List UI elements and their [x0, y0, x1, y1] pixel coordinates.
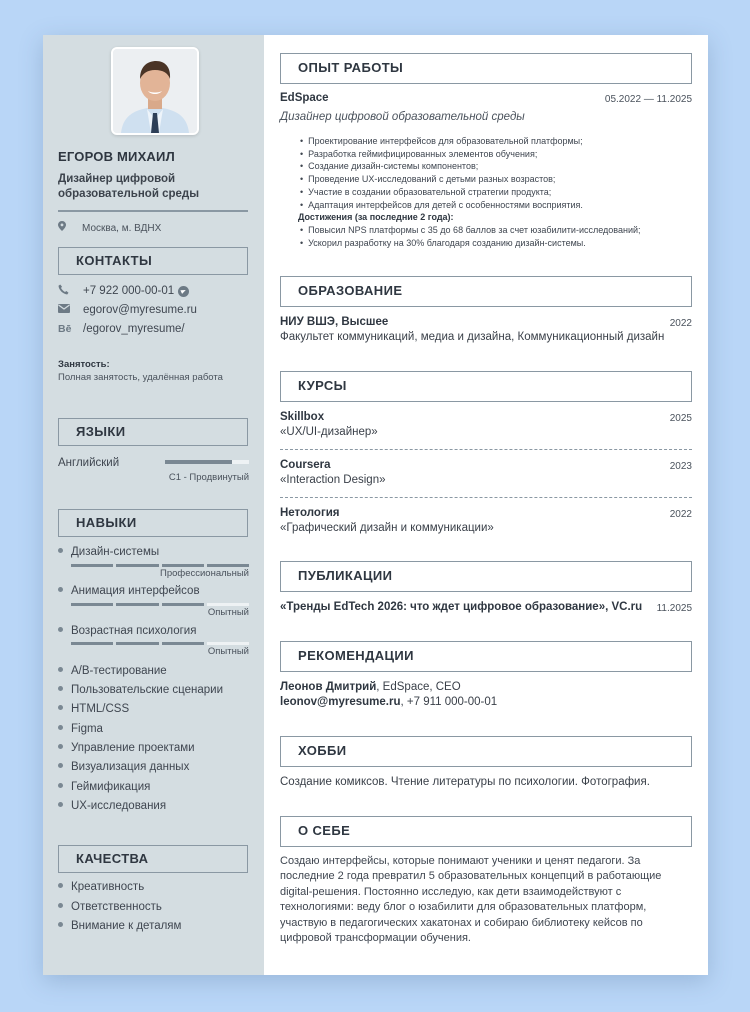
skill-level-segment: [116, 603, 158, 606]
skill-level-bar: [71, 642, 249, 645]
skill-item: Геймификация: [58, 781, 150, 793]
skill-level-segment: [116, 642, 158, 645]
quality-item: Ответственность: [58, 901, 162, 913]
recommender-company: , EdSpace, CEO: [376, 681, 461, 693]
skill-level-segment: [162, 564, 204, 567]
hobbies-heading: ХОББИ: [280, 736, 692, 767]
skill-item: Анимация интерфейсов: [58, 585, 200, 597]
telegram-icon[interactable]: [178, 286, 189, 297]
skill-level-segment: [116, 564, 158, 567]
profile-photo: [111, 47, 199, 135]
candidate-name: ЕГОРОВ МИХАИЛ: [58, 149, 175, 164]
course-provider: Skillbox: [280, 411, 325, 423]
recommender-name: Леонов Дмитрий: [280, 681, 377, 693]
location-pin-icon: [58, 221, 82, 234]
duty-item: • Разработка геймифицированных элементов обучения;: [300, 148, 690, 161]
experience-role: Дизайнер цифровой образовательной среды: [280, 111, 525, 123]
sidebar: [43, 35, 264, 975]
behance-icon: Bē: [58, 323, 72, 335]
experience-achievements: [300, 224, 690, 249]
main-content: [264, 35, 708, 975]
qualities-heading: КАЧЕСТВА: [58, 845, 248, 873]
recommender-email[interactable]: leonov@myresume.ru: [280, 696, 401, 708]
skill-level-segment: [71, 642, 113, 645]
language-level-text: C1 - Продвинутый: [168, 472, 249, 483]
education-year: 2022: [669, 318, 692, 329]
skill-item: Figma: [58, 723, 103, 735]
skill-level-segment: [207, 603, 249, 606]
employment-value: Полная занятость, удалённая работа: [58, 372, 223, 383]
skill-level-segment: [207, 564, 249, 567]
recommendations-heading: РЕКОМЕНДАЦИИ: [280, 641, 692, 672]
candidate-position: Дизайнер цифровой образовательной среды: [58, 173, 200, 200]
contact-email[interactable]: [58, 304, 197, 316]
skill-item: Управление проектами: [58, 742, 195, 754]
duty-item: • Адаптация интерфейсов для детей с особенностями восприятия.: [300, 199, 690, 212]
course-year: 2023: [669, 461, 692, 472]
email-icon: [58, 304, 83, 316]
course-title: «Interaction Design»: [280, 474, 386, 486]
skill-level-segment: [207, 642, 249, 645]
duty-item: • Участие в создании образовательной стратегии продукта;: [300, 186, 690, 199]
experience-company: EdSpace: [280, 92, 329, 104]
quality-item: Внимание к деталям: [58, 920, 181, 932]
skill-item: A/B-тестирование: [58, 665, 167, 677]
recommendation-contact: [280, 696, 497, 708]
recommendation-person: [280, 681, 461, 693]
skill-item: Визуализация данных: [58, 761, 189, 773]
course-year: 2025: [669, 413, 692, 424]
phone-icon: [58, 284, 83, 298]
skill-level-segment: [162, 642, 204, 645]
publication-date: 11.2025: [656, 603, 692, 614]
experience-heading: ОПЫТ РАБОТЫ: [280, 53, 692, 84]
resume-page: [43, 35, 708, 975]
skill-item: Пользовательские сценарии: [58, 684, 223, 696]
course-year: 2022: [669, 509, 692, 520]
hobbies-text: Создание комиксов. Чтение литературы по психологии. Фотография.: [280, 776, 650, 788]
achievements-label: Достижения (за последние 2 года):: [298, 212, 454, 222]
languages-heading: ЯЗЫКИ: [58, 418, 248, 446]
skill-level-bar: [71, 603, 249, 606]
skill-item: Дизайн-системы: [58, 546, 159, 558]
courses-heading: КУРСЫ: [280, 371, 692, 402]
course-provider: Нетология: [280, 507, 340, 519]
contact-behance[interactable]: [58, 323, 185, 335]
publications-heading: ПУБЛИКАЦИИ: [280, 561, 692, 592]
achievement-item: • Повысил NPS платформы с 35 до 68 баллов за счет юзабилити-исследований;: [300, 224, 690, 237]
language-level-bar: [165, 460, 249, 464]
education-heading: ОБРАЗОВАНИЕ: [280, 276, 692, 307]
divider: [280, 449, 692, 450]
duty-item: • Проведение UX-исследований с детьми разных возрастов;: [300, 173, 690, 186]
recommender-phone: , +7 911 000-00-01: [400, 696, 498, 708]
experience-duties: [300, 135, 690, 211]
skill-level-text: Опытный: [207, 646, 249, 657]
divider: [58, 210, 248, 212]
contact-phone[interactable]: [58, 284, 189, 298]
divider: [280, 497, 692, 498]
course-provider: Coursera: [280, 459, 331, 471]
skill-level-text: Опытный: [207, 607, 249, 618]
education-institution: НИУ ВШЭ, Высшее: [280, 316, 389, 328]
skill-level-text: Профессиональный: [160, 568, 249, 579]
language-name: Английский: [58, 457, 120, 469]
achievement-item: • Ускорил разработку на 30% благодаря созданию дизайн-системы.: [300, 237, 690, 250]
quality-item: Креативность: [58, 881, 144, 893]
contacts-heading: КОНТАКТЫ: [58, 247, 248, 275]
experience-dates: 05.2022 — 11.2025: [604, 94, 692, 105]
behance-text[interactable]: /egorov_myresume/: [83, 323, 185, 335]
language-level-fill: [165, 460, 232, 464]
skill-level-bar: [71, 564, 249, 567]
skill-item: Возрастная психология: [58, 625, 196, 637]
email-text[interactable]: egorov@myresume.ru: [83, 304, 197, 316]
education-faculty: Факультет коммуникаций, медиа и дизайна, Коммуникационный дизайн: [280, 331, 665, 343]
phone-text[interactable]: +7 922 000-00-01: [83, 285, 175, 297]
publication-title: «Тренды EdTech 2026: что ждет цифровое образование», VC.ru: [280, 601, 643, 613]
duty-item: • Проектирование интерфейсов для образовательной платформы;: [300, 135, 690, 148]
course-title: «UX/UI-дизайнер»: [280, 426, 378, 438]
skill-level-segment: [71, 564, 113, 567]
course-title: «Графический дизайн и коммуникации»: [280, 522, 494, 534]
employment-label: Занятость:: [58, 359, 110, 370]
skill-item: HTML/CSS: [58, 703, 129, 715]
skill-level-segment: [162, 603, 204, 606]
skills-heading: НАВЫКИ: [58, 509, 248, 537]
duty-item: • Создание дизайн-системы компонентов;: [300, 160, 690, 173]
skill-level-segment: [71, 603, 113, 606]
location: [58, 221, 161, 234]
skill-item: UX-исследования: [58, 800, 166, 812]
about-text: Создаю интерфейсы, которые понимают ученики и ценят педагоги. За последние 2 года превратил 5 образовательных концепций в работающие digital-решения. Постоянно исследую, как дети взаимодействуют с технологиями: веду блог о юзабилити для образовательных платформ, участвую в педагогических хакатонах и собираю библиотеку кейсов по цифровой трансформации обучения.: [280, 855, 662, 945]
about-heading: О СЕБЕ: [280, 816, 692, 847]
location-text: Москва, м. ВДНХ: [82, 223, 162, 234]
